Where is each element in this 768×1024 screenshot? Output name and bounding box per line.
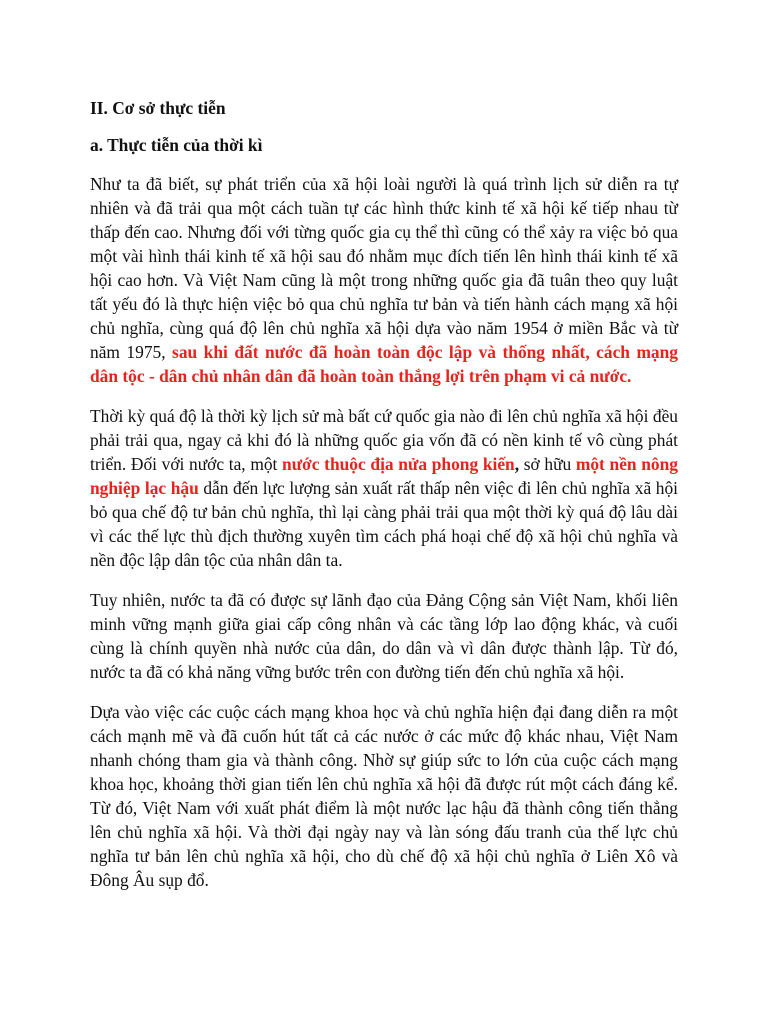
paragraph-1-text: Như ta đã biết, sự phát triển của xã hội loài người là quá trình lịch sử diễn ra tự nhiên và đã trải qua một cách tuần tự các hình thức kinh tế xã hội kế tiếp nhau từ thấp đến cao. Nhưng đối với từng quốc gia cụ thể thì cũng có thể xảy ra việc bỏ qua một vài hình thái kinh tế xã hội sau đó nhằm mục đích tiến lên hình thái kinh tế xã hội cao hơn. Và Việt Nam cũng là một trong những quốc gia đã tuân theo quy luật tất yếu đó là thực hiện việc bỏ qua chủ nghĩa tư bản và tiến hành cách mạng xã hội chủ nghĩa, cùng quá độ lên chủ nghĩa xã hội dựa vào năm 1954 ở miền Bắc và từ năm 1975,: [90, 174, 678, 362]
paragraph-2-text-2: sở hữu: [519, 454, 576, 474]
paragraph-2-text-1: Thời kỳ quá độ là thời kỳ lịch sử mà bất cứ quốc gia nào đi lên chủ nghĩa xã hội đều phải trải qua, ngay cả khi đó là những quốc gia vốn đã có nền kinh tế vô cùng phát triển. Đối với nước ta, một: [90, 406, 678, 474]
paragraph-2-comma: ,: [514, 454, 520, 474]
section-title: II. Cơ sở thực tiễn: [90, 98, 226, 118]
paragraph-3: Tuy nhiên, nước ta đã có được sự lãnh đạo của Đảng Cộng sản Việt Nam, khối liên minh vững mạnh giữa giai cấp công nhân và các tầng lớp lao động khác, và cuối cùng là chính quyền nhà nước của dân, do dân và vì dân được thành lập. Từ đó, nước ta đã có khả năng vững bước trên con đường tiến đến chủ nghĩa xã hội.: [90, 590, 678, 682]
paragraph-2-text-3: dẫn đến lực lượng sản xuất rất thấp nên việc đi lên chủ nghĩa xã hội bỏ qua chế độ tư bản chủ nghĩa, thì lại càng phải trải qua một thời kỳ quá độ lâu dài vì các thế lực thù địch thường xuyên tìm cách phá hoại chế độ xã hội chủ nghĩa và nền độc lập dân tộc của nhân dân ta.: [90, 478, 678, 570]
paragraph-4: Dựa vào việc các cuộc cách mạng khoa học và chủ nghĩa hiện đại đang diễn ra một cách mạnh mẽ và đã cuốn hút tất cả các nước ở các mức độ khác nhau, Việt Nam nhanh chóng tham gia và thành công. Nhờ sự giúp sức to lớn của cuộc cách mạng khoa học, khoảng thời gian tiến lên chủ nghĩa xã hội đã được rút một cách đáng kể. Từ đó, Việt Nam với xuất phát điểm là một nước lạc hậu đã thành công tiến thẳng lên chủ nghĩa xã hội. Và thời đại ngày nay và làn sóng đấu tranh của thế lực chủ nghĩa tư bản lên chủ nghĩa xã hội, cho dù chế độ xã hội chủ nghĩa ở Liên Xô và Đông Âu sụp đổ.: [90, 702, 678, 890]
paragraph-1: [90, 172, 678, 388]
subsection-title: a. Thực tiễn của thời kì: [90, 135, 263, 155]
paragraph-2-highlight-1: nước thuộc địa nửa phong kiến: [282, 454, 515, 474]
paragraph-2-highlight-2: một nền nông nghiệp lạc hậu: [90, 454, 678, 498]
paragraph-1-highlight: sau khi đất nước đã hoàn toàn độc lập và thống nhất, cách mạng dân tộc - dân chủ nhân dân đã hoàn toàn thắng lợi trên phạm vi cả nước.: [90, 342, 678, 386]
paragraph-2: [90, 404, 678, 572]
document-page: [90, 96, 678, 908]
